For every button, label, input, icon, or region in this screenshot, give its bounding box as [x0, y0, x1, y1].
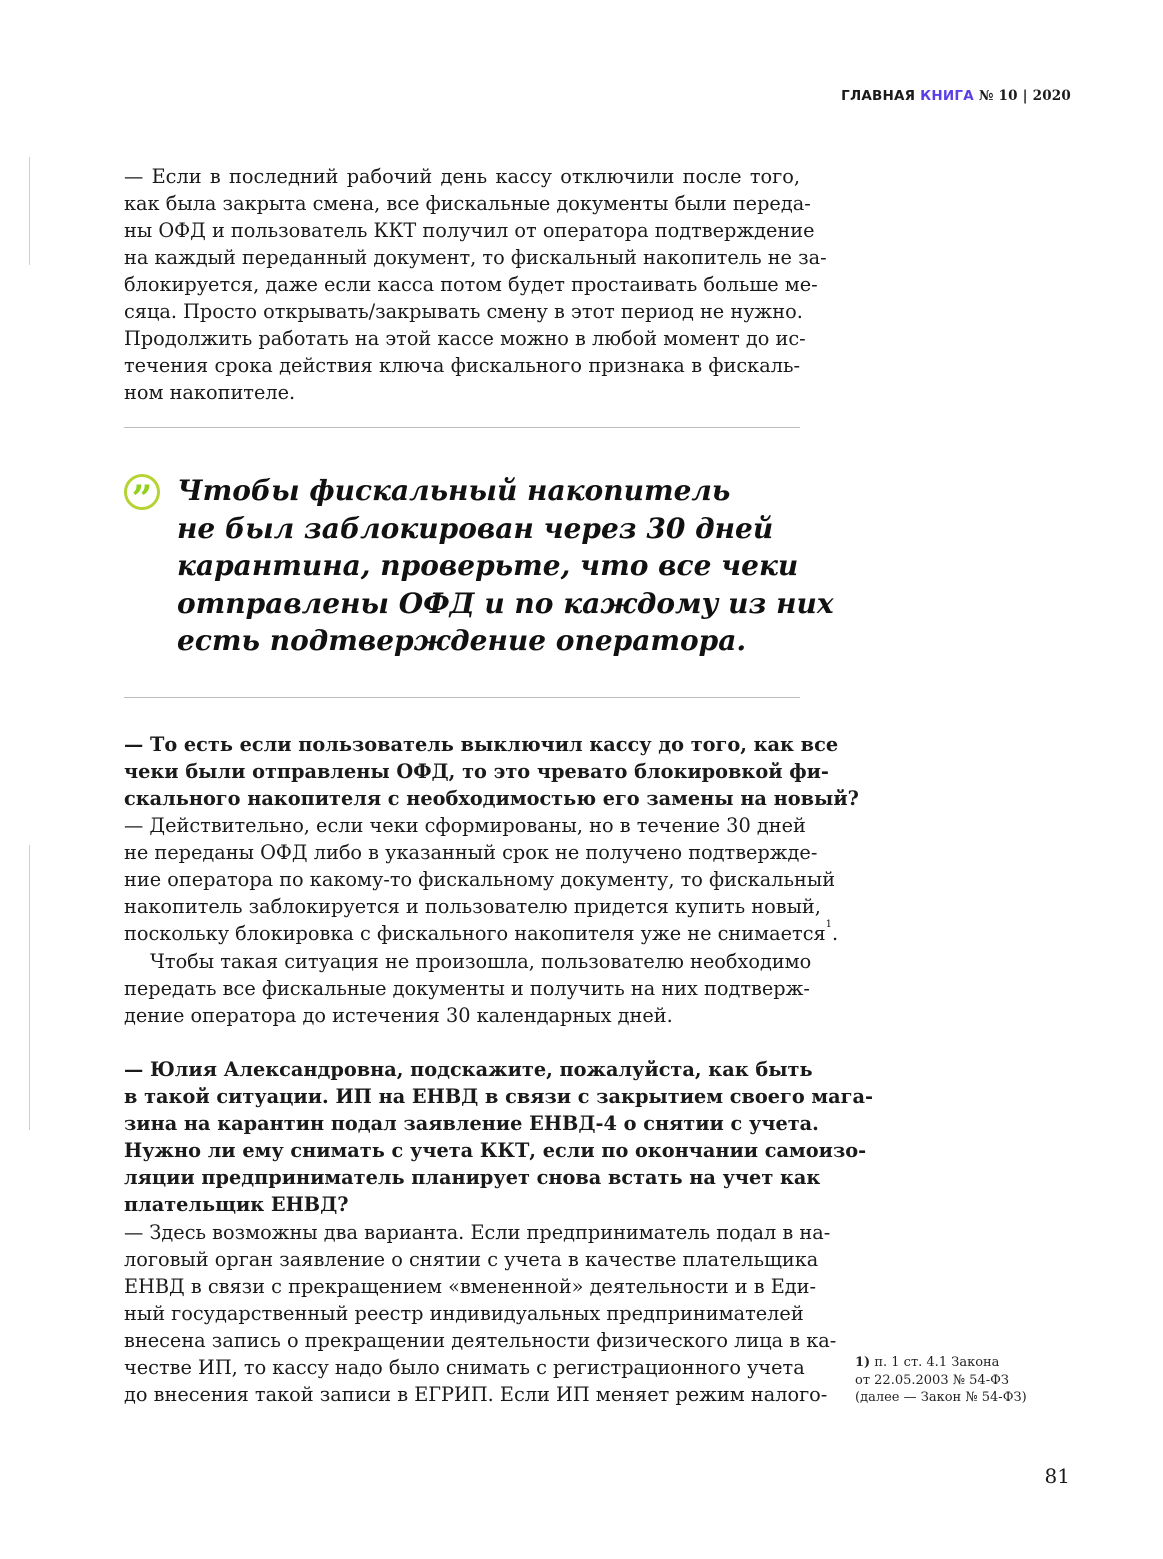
- quote-line: карантина, проверьте, что все чеки: [177, 549, 799, 582]
- text-line: ном накопителе.: [124, 381, 296, 404]
- text-line: до внесения такой записи в ЕГРИП. Если ИП меняет режим налого-: [124, 1383, 828, 1406]
- text-line: внесена запись о прекращении деятельности физического лица в ка-: [124, 1329, 837, 1352]
- text-line: Нужно ли ему снимать с учета ККТ, если по окончании самоизо-: [124, 1139, 867, 1162]
- footnote-line: от 22.05.2003 № 54-ФЗ: [855, 1372, 1009, 1388]
- paragraph-1: [124, 163, 827, 406]
- quote-line: Чтобы фискальный накопитель: [177, 474, 731, 507]
- footnote: [855, 1354, 1027, 1407]
- text-line: Чтобы такая ситуация не произошла, пользователю необходимо: [150, 950, 812, 973]
- text-line: на каждый переданный документ, то фискальный накопитель не за-: [124, 246, 827, 269]
- text-line: не переданы ОФД либо в указанный срок не получено подтвержде-: [124, 841, 818, 864]
- text-line: блокируется, даже если касса потом будет простаивать больше ме-: [124, 273, 818, 296]
- text-line: — То есть если пользователь выключил кассу до того, как все: [124, 733, 839, 756]
- text-line: как была закрыта смена, все фискальные документы были переда-: [124, 192, 811, 215]
- text-line: поскольку блокировка с фискального накопителя уже не снимается: [124, 922, 826, 945]
- text-line: — Действительно, если чеки сформированы, но в течение 30 дней: [124, 814, 806, 837]
- footnote-ref[interactable]: 1: [825, 919, 833, 930]
- text-line: сяца. Просто открывать/закрывать смену в этот период не нужно.: [124, 300, 803, 323]
- text-punct: .: [832, 922, 839, 945]
- pull-quote: [177, 472, 834, 660]
- text-line: течения срока действия ключа фискального признака в фискаль-: [124, 354, 800, 377]
- text-line: накопитель заблокируется и пользователю придется купить новый,: [124, 895, 821, 918]
- text-line: в такой ситуации. ИП на ЕНВД в связи с закрытием своего мага-: [124, 1085, 873, 1108]
- text-line: честве ИП, то кассу надо было снимать с регистрационного учета: [124, 1356, 805, 1379]
- interview-question-2: [124, 1056, 873, 1218]
- text-line: зина на карантин подал заявление ЕНВД-4 о снятии с учета.: [124, 1112, 819, 1135]
- margin-line: [29, 157, 30, 265]
- text-line: — Если в последний рабочий день кассу отключили после того,: [124, 165, 800, 188]
- text-line: ны ОФД и пользователь ККТ получил от оператора подтверждение: [124, 219, 815, 242]
- divider: [124, 427, 800, 428]
- issue-number: № 10 | 2020: [978, 88, 1071, 104]
- margin-line: [29, 845, 30, 1130]
- footnote-line: (далее — Закон № 54-ФЗ): [855, 1390, 1027, 1405]
- text-line: Продолжить работать на этой кассе можно в любой момент до ис-: [124, 327, 806, 350]
- interview-question-1: [124, 731, 859, 812]
- text-line: ние оператора по какому-то фискальному документу, то фискальный: [124, 868, 836, 891]
- quote-line: отправлены ОФД и по каждому из них: [177, 586, 834, 620]
- text-line: ный государственный реестр индивидуальных предпринимателей: [124, 1302, 804, 1325]
- text-line: плательщик ЕНВД?: [124, 1193, 349, 1216]
- brand-part-2: КНИГА: [920, 88, 974, 104]
- answer-1-last-line: [124, 919, 839, 947]
- footnote-number: 1): [855, 1355, 871, 1370]
- text-line: передать все фискальные документы и получить на них подтверж-: [124, 977, 810, 1000]
- paragraph-2: [124, 948, 812, 1029]
- text-line: чеки были отправлены ОФД, то это чревато блокировкой фи-: [124, 760, 829, 783]
- text-line: логовый орган заявление о снятии с учета в качестве плательщика: [124, 1248, 819, 1271]
- brand-part-1: ГЛАВНАЯ: [841, 88, 916, 104]
- text-line: дение оператора до истечения 30 календарных дней.: [124, 1004, 673, 1027]
- running-header: [841, 88, 1071, 104]
- text-line: скального накопителя с необходимостью его замены на новый?: [124, 787, 859, 810]
- text-line: — Здесь возможны два варианта. Если предприниматель подал в на-: [124, 1221, 831, 1244]
- interview-answer-1: [124, 812, 836, 920]
- text-line: ляции предприниматель планирует снова встать на учет как: [124, 1166, 821, 1189]
- footnote-line: п. 1 ст. 4.1 Закона: [874, 1355, 1000, 1370]
- divider: [124, 697, 800, 698]
- text-line: ЕНВД в связи с прекращением «вмененной» деятельности и в Еди-: [124, 1275, 817, 1298]
- quote-icon: ”: [124, 474, 160, 510]
- text-line: — Юлия Александровна, подскажите, пожалуйста, как быть: [124, 1058, 813, 1081]
- interview-answer-2: [124, 1219, 837, 1408]
- quote-line: есть подтверждение оператора.: [177, 624, 747, 657]
- quote-line: не был заблокирован через 30 дней: [177, 511, 774, 545]
- page-number: 81: [1044, 1464, 1070, 1488]
